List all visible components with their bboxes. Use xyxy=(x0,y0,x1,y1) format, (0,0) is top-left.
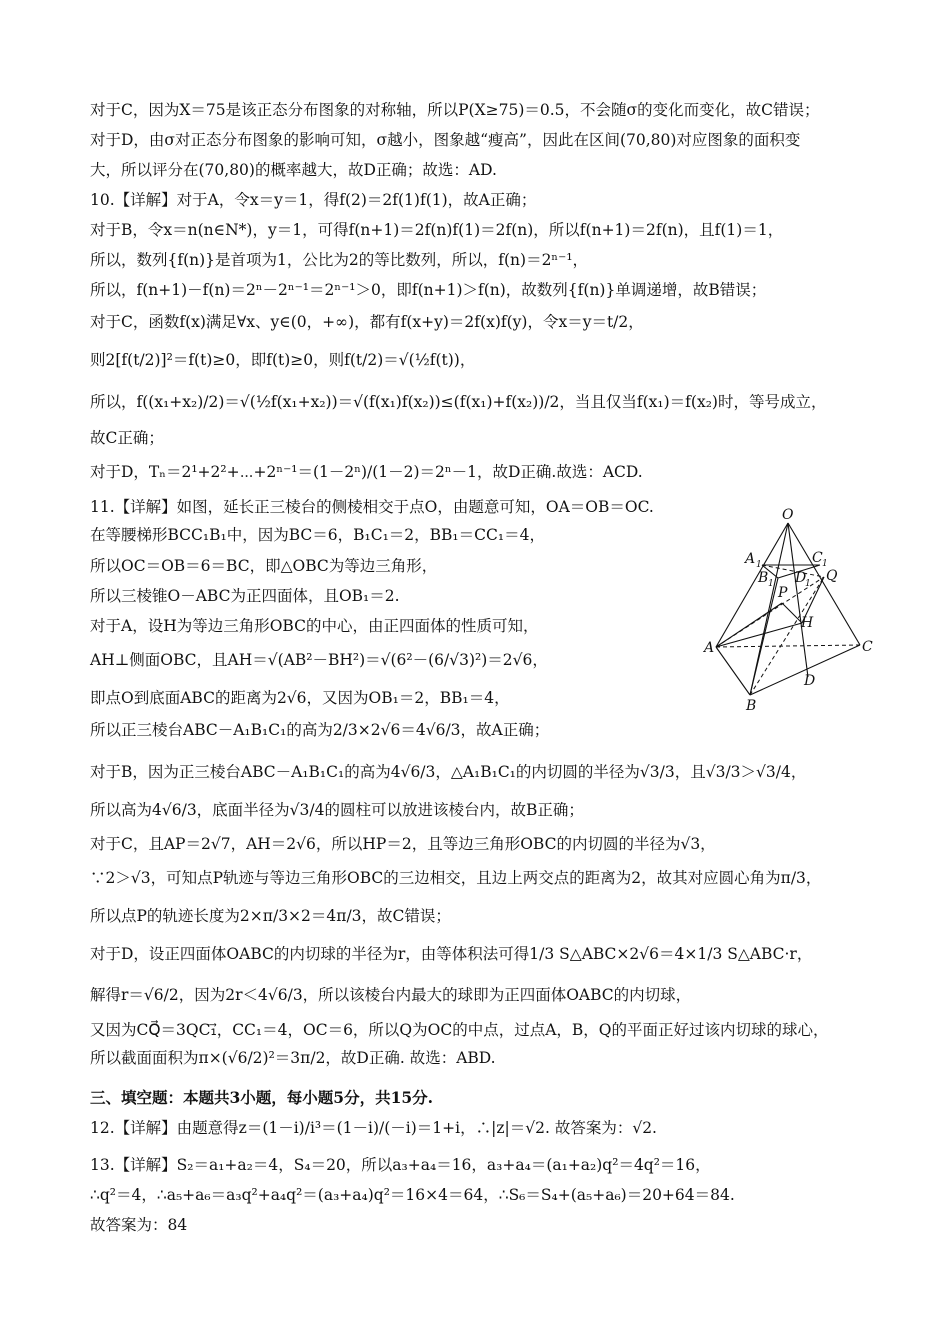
label-A: A xyxy=(704,640,715,656)
text-line: 对于D，Tₙ＝2¹+2²+⋯+2ⁿ⁻¹＝(1－2ⁿ)/(1－2)＝2ⁿ－1，故D正确.故选：ACD. xyxy=(90,463,643,481)
section-heading: 三、填空题：本题共3小题，每小题5分，共15分. xyxy=(90,1088,434,1107)
text-line: 所以三棱锥O－ABC为正四面体，且OB₁＝2. xyxy=(90,587,400,605)
text-line: 所以点P的轨迹长度为2×π/3×2＝4π/3，故C错误； xyxy=(90,907,451,925)
text-line: ∴q²＝4，∴a₅+a₆＝a₃q²+a₄q²＝(a₃+a₄)q²＝16×4＝64，∴S₆＝S₄+(a₅+a₆)＝20+64＝84. xyxy=(90,1186,735,1204)
text-line: 所以正三棱台ABC－A₁B₁C₁的高为2/3×2√6＝4√6/3，故A正确； xyxy=(90,721,550,739)
line-OD xyxy=(788,523,808,677)
text-line: ∵2＞√3，可知点P轨迹与等边三角形OBC的三边相交，且边上两交点的距离为2，故其对应圆心角为π/3， xyxy=(90,869,822,887)
text-line: 对于A，设H为等边三角形OBC的中心，由正四面体的性质可知， xyxy=(90,617,539,635)
text-line: 所以，f(n+1)－f(n)＝2ⁿ－2ⁿ⁻¹＝2ⁿ⁻¹＞0，即f(n+1)＞f(n)，故数列{f(n)}单调递增，故B错误； xyxy=(90,281,767,299)
text-line: 故C正确； xyxy=(90,429,164,447)
text-line: 对于D，由σ对正态分布图象的影响可知，σ越小，图象越“瘦高”，因此在区间(70,80)对应图象的面积变 xyxy=(90,131,801,149)
text-line: 即点O到底面ABC的距离为2√6，又因为OB₁＝2，BB₁＝4， xyxy=(90,689,510,707)
label-B1-sub: 1 xyxy=(768,579,774,589)
text-line: 对于B，令x＝n(n∈N*)，y＝1，可得f(n+1)＝2f(n)f(1)＝2f(n)，所以f(n+1)＝2f(n)，且f(1)＝1， xyxy=(90,221,784,239)
text-line: 13.【详解】S₂＝a₁+a₂＝4，S₄＝20，所以a₃+a₄＝16，a₃+a₄＝(a₁+a₂)q²＝4q²＝16， xyxy=(90,1156,711,1174)
text-line: 则2[f(t/2)]²＝f(t)≥0，即f(t)≥0，则f(t/2)＝√(½f(t))， xyxy=(90,351,476,369)
label-B: B xyxy=(746,698,757,714)
text-line: 对于C，且AP＝2√7，AH＝2√6，所以HP＝2，且等边三角形OBC的内切圆的半径为√3， xyxy=(90,835,716,853)
text-line: 10.【详解】对于A，令x＝y＝1，得f(2)＝2f(1)f(1)，故A正确； xyxy=(90,191,537,209)
line-AH xyxy=(716,623,802,647)
label-Q: Q xyxy=(826,568,838,584)
label-C1: C xyxy=(812,550,823,566)
text-line: 对于C，函数f(x)满足∀x、y∈(0，+∞)，都有f(x+y)＝2f(x)f(y)，令x＝y＝t/2， xyxy=(90,313,644,331)
text-line: AH⊥侧面OBC，且AH＝√(AB²－BH²)＝√(6²－(6/√3)²)＝2√6， xyxy=(90,651,548,669)
label-D1: D xyxy=(795,570,807,586)
text-line: 11.【详解】如图，延长正三棱台的侧棱相交于点O，由题意可知，OA＝OB＝OC. xyxy=(90,498,654,516)
label-H: H xyxy=(801,615,814,631)
text-line: 所以截面面积为π×(√6/2)²＝3π/2，故D正确. 故选：ABD. xyxy=(90,1049,496,1067)
text-line: 12.【详解】由题意得z＝(1－i)/i³＝(1－i)/(－i)＝1+i，∴|z|＝√2. 故答案为：√2. xyxy=(90,1119,657,1137)
text-line: 所以，f((x₁+x₂)/2)＝√(½f(x₁+x₂))＝√(f(x₁)f(x₂))≤(f(x₁)+f(x₂))/2，当且仅当f(x₁)＝f(x₂)时，等号成立， xyxy=(90,393,827,411)
text-line: 大，所以评分在(70,80)的概率越大，故D正确；故选：AD. xyxy=(90,161,497,179)
label-A1: A xyxy=(745,551,756,567)
text-line: 所以OC＝OB＝6＝BC，即△OBC为等边三角形， xyxy=(90,557,438,575)
text-line: 所以高为4√6/3，底面半径为√3/4的圆柱可以放进该棱台内，故B正确； xyxy=(90,801,584,819)
line-AP xyxy=(716,603,782,647)
label-D: D xyxy=(804,673,816,689)
edge-AC-hidden xyxy=(716,645,860,647)
label-A1-sub: 1 xyxy=(756,560,762,570)
tetrahedron-figure xyxy=(700,505,880,715)
text-line: 对于C，因为X＝75是该正态分布图象的对称轴，所以P(X≥75)＝0.5，不会随σ的变化而变化，故C错误； xyxy=(90,101,820,119)
edge-AB xyxy=(716,647,750,695)
text-line: 又因为CQ⃗＝3QC₁⃗，CC₁＝4，OC＝6，所以Q为OC的中点，过点A，B，Q的平面正好过该内切球的球心， xyxy=(90,1021,829,1039)
label-O: O xyxy=(782,507,794,523)
label-P: P xyxy=(778,585,788,601)
text-line: 对于D，设正四面体OABC的内切球的半径为r，由等体积法可得1/3 S△ABC×2√6＝4×1/3 S△ABC·r， xyxy=(90,945,813,963)
label-D1-sub: 1 xyxy=(805,579,811,589)
label-C1-sub: 1 xyxy=(822,559,828,569)
text-line: 解得r＝√6/2，因为2r＜4√6/3，所以该棱台内最大的球即为正四面体OABC的内切球， xyxy=(90,986,692,1004)
text-line: 在等腰梯形BCC₁B₁中，因为BC＝6，B₁C₁＝2，BB₁＝CC₁＝4， xyxy=(90,526,545,544)
text-line: 对于B，因为正三棱台ABC－A₁B₁C₁的高为4√6/3，△A₁B₁C₁的内切圆的半径为√3/3，且√3/3＞√3/4， xyxy=(90,763,807,781)
label-C: C xyxy=(862,639,873,655)
label-B1: B xyxy=(758,570,769,586)
text-line: 故答案为：84 xyxy=(90,1216,188,1234)
text-line: 所以，数列{f(n)}是首项为1，公比为2的等比数列，所以，f(n)＝2ⁿ⁻¹， xyxy=(90,251,589,269)
